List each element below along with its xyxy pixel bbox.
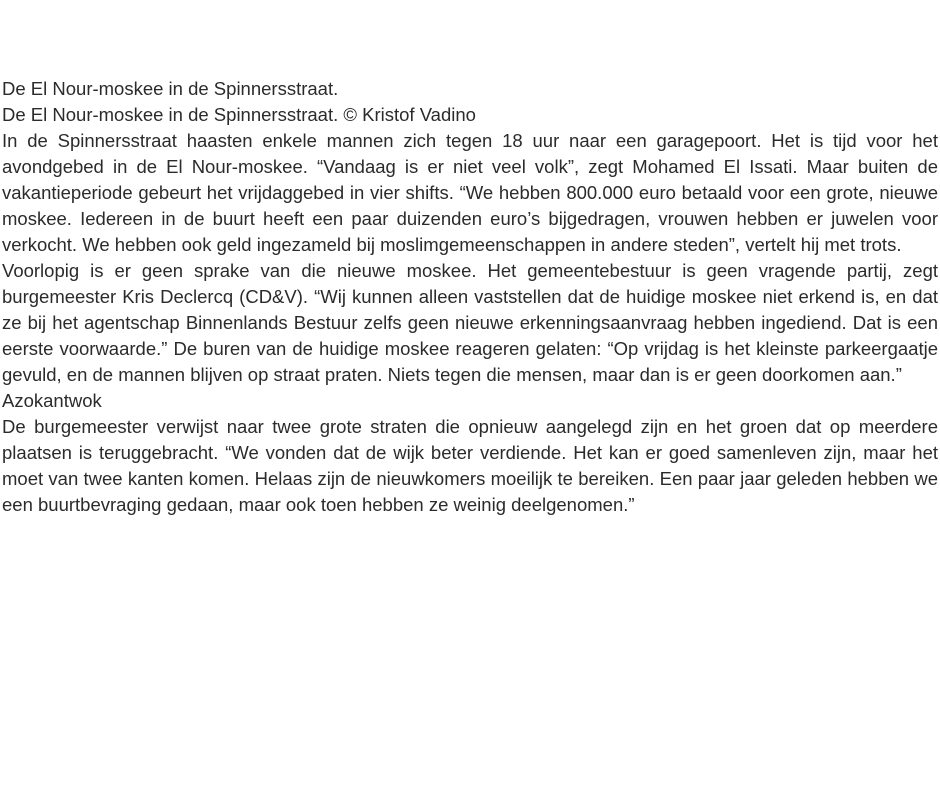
article-subheading: Azokantwok xyxy=(2,390,102,411)
article-paragraph-2: Voorlopig is er geen sprake van die nieuwe moskee. Het gemeentebestuur is geen vragende partij, zegt burgemeester Kris Declercq (CD&V). “Wij kunnen alleen vaststellen dat de huidige moskee niet erkend is, en dat ze bij het agentschap Binnenlands Bestuur zelfs geen nieuwe erkenningsaanvraag hebben ingediend. Dat is een eerste voorwaarde.” De buren van de huidige moskee reageren gelaten: “Op vrijdag is het kleinste parkeergaatje gevuld, en de mannen blijven op straat praten. Niets tegen die mensen, maar dan is er geen doorkomen aan.” xyxy=(2,260,938,385)
article-paragraph-3: De burgemeester verwijst naar twee grote straten die opnieuw aangelegd zijn en het groen dat op meerdere plaatsen is teruggebracht. “We vonden dat de wijk beter verdiende. Het kan er goed samenleven zijn, maar het moet van twee kanten komen. Helaas zijn de nieuwkomers moeilijk te bereiken. Een paar jaar geleden hebben we een buurtbevraging gedaan, maar ook toen hebben ze weinig deelgenomen.” xyxy=(2,416,938,515)
photo-caption-credit: De El Nour-moskee in de Spinnersstraat. © Kristof Vadino xyxy=(2,104,476,125)
photo-caption: De El Nour-moskee in de Spinnersstraat. xyxy=(2,78,339,99)
article-paragraph-1: In de Spinnersstraat haasten enkele mannen zich tegen 18 uur naar een garagepoort. Het is tijd voor het avondgebed in de El Nour-moskee. “Vandaag is er niet veel volk”, zegt Mohamed El Issati. Maar buiten de vakantieperiode gebeurt het vrijdaggebed in vier shifts. “We hebben 800.000 euro betaald voor een grote, nieuwe moskee. Iedereen in de buurt heeft een paar duizenden euro’s bijgedragen, vrouwen hebben er juwelen voor verkocht. We hebben ook geld ingezameld bij moslimgemeenschappen in andere steden”, vertelt hij met trots. xyxy=(2,130,938,255)
